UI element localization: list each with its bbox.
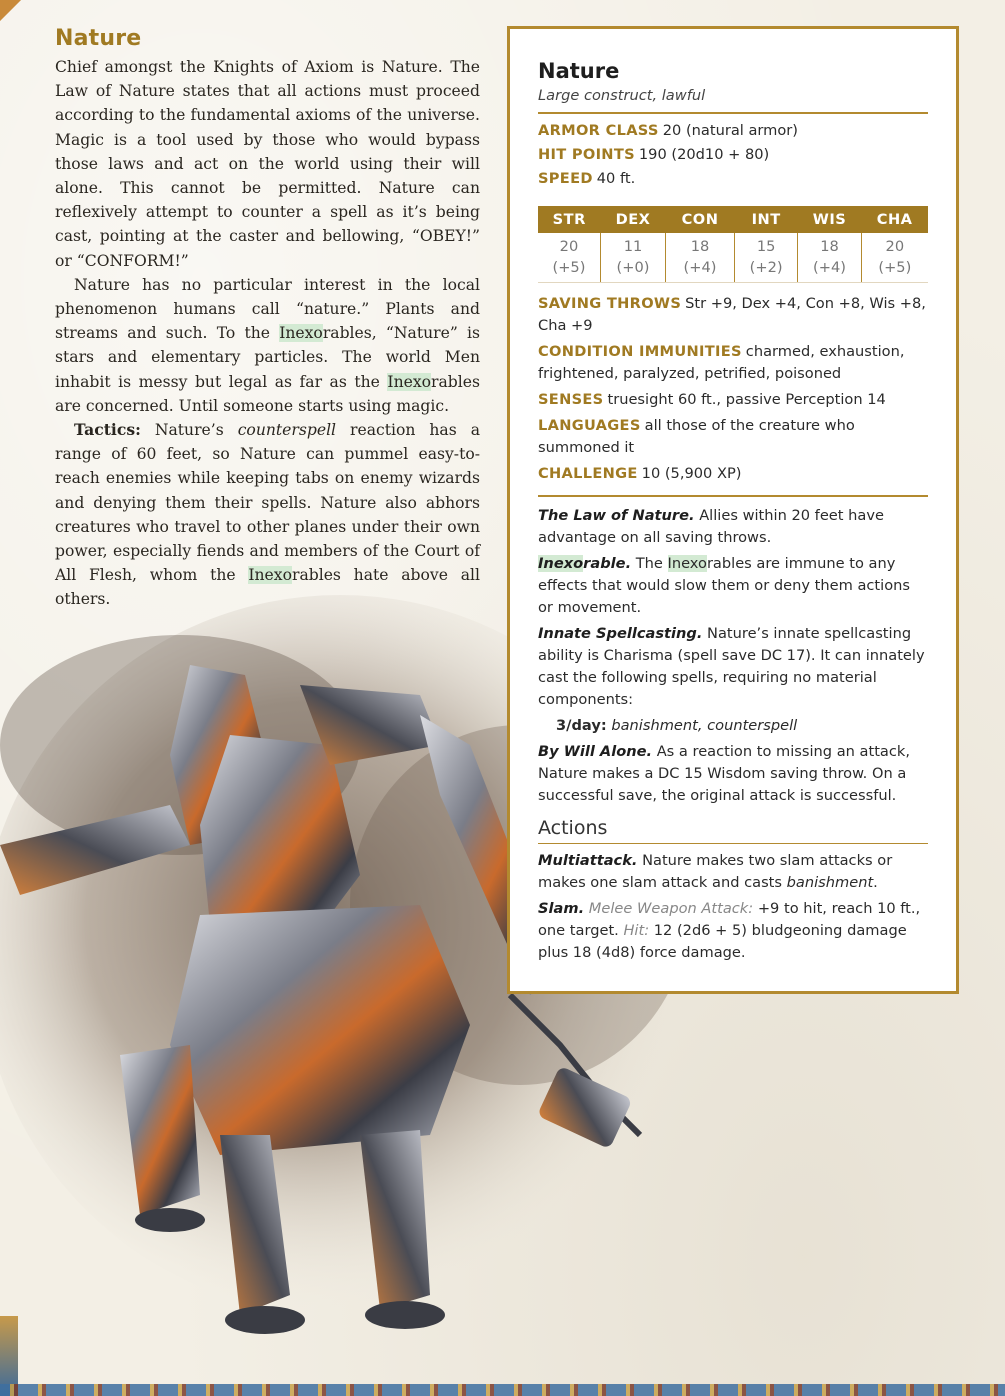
spell-frequency: 3/day: xyxy=(556,717,607,734)
ability-modifier: (+5) xyxy=(878,259,912,276)
ability-score: 20 xyxy=(885,238,905,255)
hit-points xyxy=(538,144,928,166)
text-span: Nature’s xyxy=(140,421,238,440)
stat-block xyxy=(507,26,959,994)
text-span: rables are concerned. Until someone starts using magic. xyxy=(55,372,480,415)
ability-value xyxy=(734,233,797,283)
ability-name: WIS xyxy=(798,206,861,233)
saving-throws-label: SAVING THROWS xyxy=(538,295,682,312)
trait-text: Allies within 20 feet have advantage on all saving throws. xyxy=(538,507,884,546)
ability-score: 20 xyxy=(559,238,579,255)
traits-section xyxy=(538,497,928,807)
trait-text: The xyxy=(631,555,668,572)
spell-list xyxy=(556,715,928,737)
tactics-label: Tactics: xyxy=(74,420,141,440)
ability-name: CHA xyxy=(861,206,928,233)
condition-immunities-label: CONDITION IMMUNITIES xyxy=(538,343,742,360)
speed-value: 40 ft. xyxy=(596,170,636,187)
ability-score: 15 xyxy=(756,238,776,255)
condition-immunities xyxy=(538,341,928,385)
section-title: Nature xyxy=(55,26,142,51)
challenge-label: CHALLENGE xyxy=(538,465,638,482)
action-multiattack xyxy=(538,850,928,894)
highlight-span[interactable]: Inexo xyxy=(279,324,323,343)
spell-names: banishment, counterspell xyxy=(611,717,798,734)
highlight-span[interactable]: Inexo xyxy=(667,555,707,572)
ability-value xyxy=(861,233,928,283)
trait-text: As a reaction to missing an attack, Nature makes a DC 15 Wisdom saving throw. On a successful save, the original attack is successful. xyxy=(538,743,910,804)
ability-value xyxy=(798,233,861,283)
ability-modifier: (+2) xyxy=(749,259,783,276)
action-slam xyxy=(538,898,928,964)
armor-class-value: 20 (natural armor) xyxy=(662,122,798,139)
ability-modifier: (+4) xyxy=(813,259,846,276)
speed-label: SPEED xyxy=(538,170,593,187)
ability-value xyxy=(666,233,735,283)
corner-ornament xyxy=(0,0,26,26)
ability-name: DEX xyxy=(600,206,665,233)
trait-name: The Law of Nature. xyxy=(538,507,695,524)
saving-throws-value: Str +9, Dex +4, Con +8, Wis +8, Cha +9 xyxy=(538,295,926,334)
trait-law-of-nature xyxy=(538,505,928,549)
ability-scores-table xyxy=(538,206,928,283)
senses-label: SENSES xyxy=(538,391,604,408)
armor-class xyxy=(538,120,928,142)
text-span: reaction has a range of 60 feet, so Nature can pummel easy-to-reach enemies while keeping tabs on enemy wizards and denying them their spells. Nature also abhors creatures who travel to other planes under their own power, especially fiends and members of the Court of All Flesh, whom the xyxy=(55,421,480,585)
trait-text: rables are immune to any effects that would slow them or deny them actions or movement. xyxy=(538,555,910,616)
ability-modifier: (+5) xyxy=(552,259,586,276)
spell-reference: counterspell xyxy=(237,421,337,440)
ability-header-row xyxy=(538,206,928,233)
action-name: Slam. xyxy=(538,900,585,917)
creature-properties xyxy=(538,293,928,495)
senses xyxy=(538,389,928,411)
hit-label: Hit: xyxy=(623,922,650,939)
text-span: rables hate above all others. xyxy=(55,566,480,609)
ability-modifier: (+0) xyxy=(616,259,650,276)
text-span: Nature has no particular interest in the local phenomenon humans call “nature.” Plants and streams and such. To the xyxy=(55,275,480,343)
creature-type: Large construct, lawful xyxy=(538,87,706,104)
actions-heading: Actions xyxy=(538,817,608,839)
tactics-paragraph xyxy=(55,418,480,612)
trait-name: By Will Alone. xyxy=(538,743,653,760)
languages-label: LANGUAGES xyxy=(538,417,641,434)
attack-type: Melee Weapon Attack: xyxy=(588,900,754,917)
action-text: . xyxy=(873,874,878,891)
armor-class-label: ARMOR CLASS xyxy=(538,122,659,139)
challenge xyxy=(538,463,928,485)
highlight-span[interactable]: Inexo xyxy=(538,555,584,572)
ability-name: INT xyxy=(734,206,797,233)
action-name: Multiattack. xyxy=(538,852,638,869)
saving-throws xyxy=(538,293,928,337)
ability-name: STR xyxy=(538,206,600,233)
ability-name: CON xyxy=(666,206,735,233)
ability-value xyxy=(600,233,665,283)
decorative-border xyxy=(0,1384,1005,1396)
languages-value: all those of the creature who summoned it xyxy=(538,417,855,456)
trait-innate-spellcasting xyxy=(538,623,928,711)
lore-paragraph-2 xyxy=(55,273,480,418)
senses-value: truesight 60 ft., passive Perception 14 xyxy=(607,391,886,408)
trait-by-will-alone xyxy=(538,741,928,807)
action-text: Nature makes two slam attacks or makes one slam attack and casts xyxy=(538,852,893,891)
trait-name: Innate Spellcasting. xyxy=(538,625,703,642)
trait-text: Nature’s innate spellcasting ability is Charisma (spell save DC 17). It can innately cast the following spells, requiring no material components: xyxy=(538,625,925,708)
trait-name: rable. xyxy=(583,555,632,572)
ability-score: 11 xyxy=(623,238,643,255)
hit-points-value: 190 (20d10 + 80) xyxy=(638,146,770,163)
core-stats xyxy=(538,114,928,198)
spell-reference: banishment xyxy=(786,874,874,891)
creature-name: Nature xyxy=(538,59,620,83)
condition-immunities-value: charmed, exhaustion, frightened, paralyzed, petrified, poisoned xyxy=(538,343,905,382)
ability-score: 18 xyxy=(690,238,710,255)
speed xyxy=(538,168,928,190)
divider xyxy=(538,843,928,844)
ability-values-row xyxy=(538,233,928,283)
trait-inexorable xyxy=(538,553,928,619)
action-text: 12 (2d6 + 5) bludgeoning damage plus 18 (4d8) force damage. xyxy=(538,922,907,961)
ability-score: 18 xyxy=(820,238,839,255)
highlight-span[interactable]: Inexo xyxy=(248,566,292,585)
hit-points-label: HIT POINTS xyxy=(538,146,635,163)
lore-column xyxy=(55,26,480,612)
ability-modifier: (+4) xyxy=(683,259,717,276)
ability-value xyxy=(538,233,600,283)
challenge-value: 10 (5,900 XP) xyxy=(641,465,742,482)
text-span: rables, “Nature” is stars and elementary particles. The world Men inhabit is messy but legal as far as the xyxy=(55,324,480,391)
lore-paragraph-1: Chief amongst the Knights of Axiom is Nature. The Law of Nature states that all actions must proceed according to the fundamental axioms of the universe. Magic is a tool used by those who would bypass those laws and act on the world using their will alone. This cannot be permitted. Nature can reflexively attempt to counter a spell as it’s being cast, pointing at the caster and bellowing, “OBEY!” or “CONFORM!” xyxy=(55,58,480,270)
languages xyxy=(538,415,928,459)
highlight-span[interactable]: Inexo xyxy=(387,372,432,391)
action-text: +9 to hit, reach 10 ft., one target. xyxy=(538,900,921,939)
